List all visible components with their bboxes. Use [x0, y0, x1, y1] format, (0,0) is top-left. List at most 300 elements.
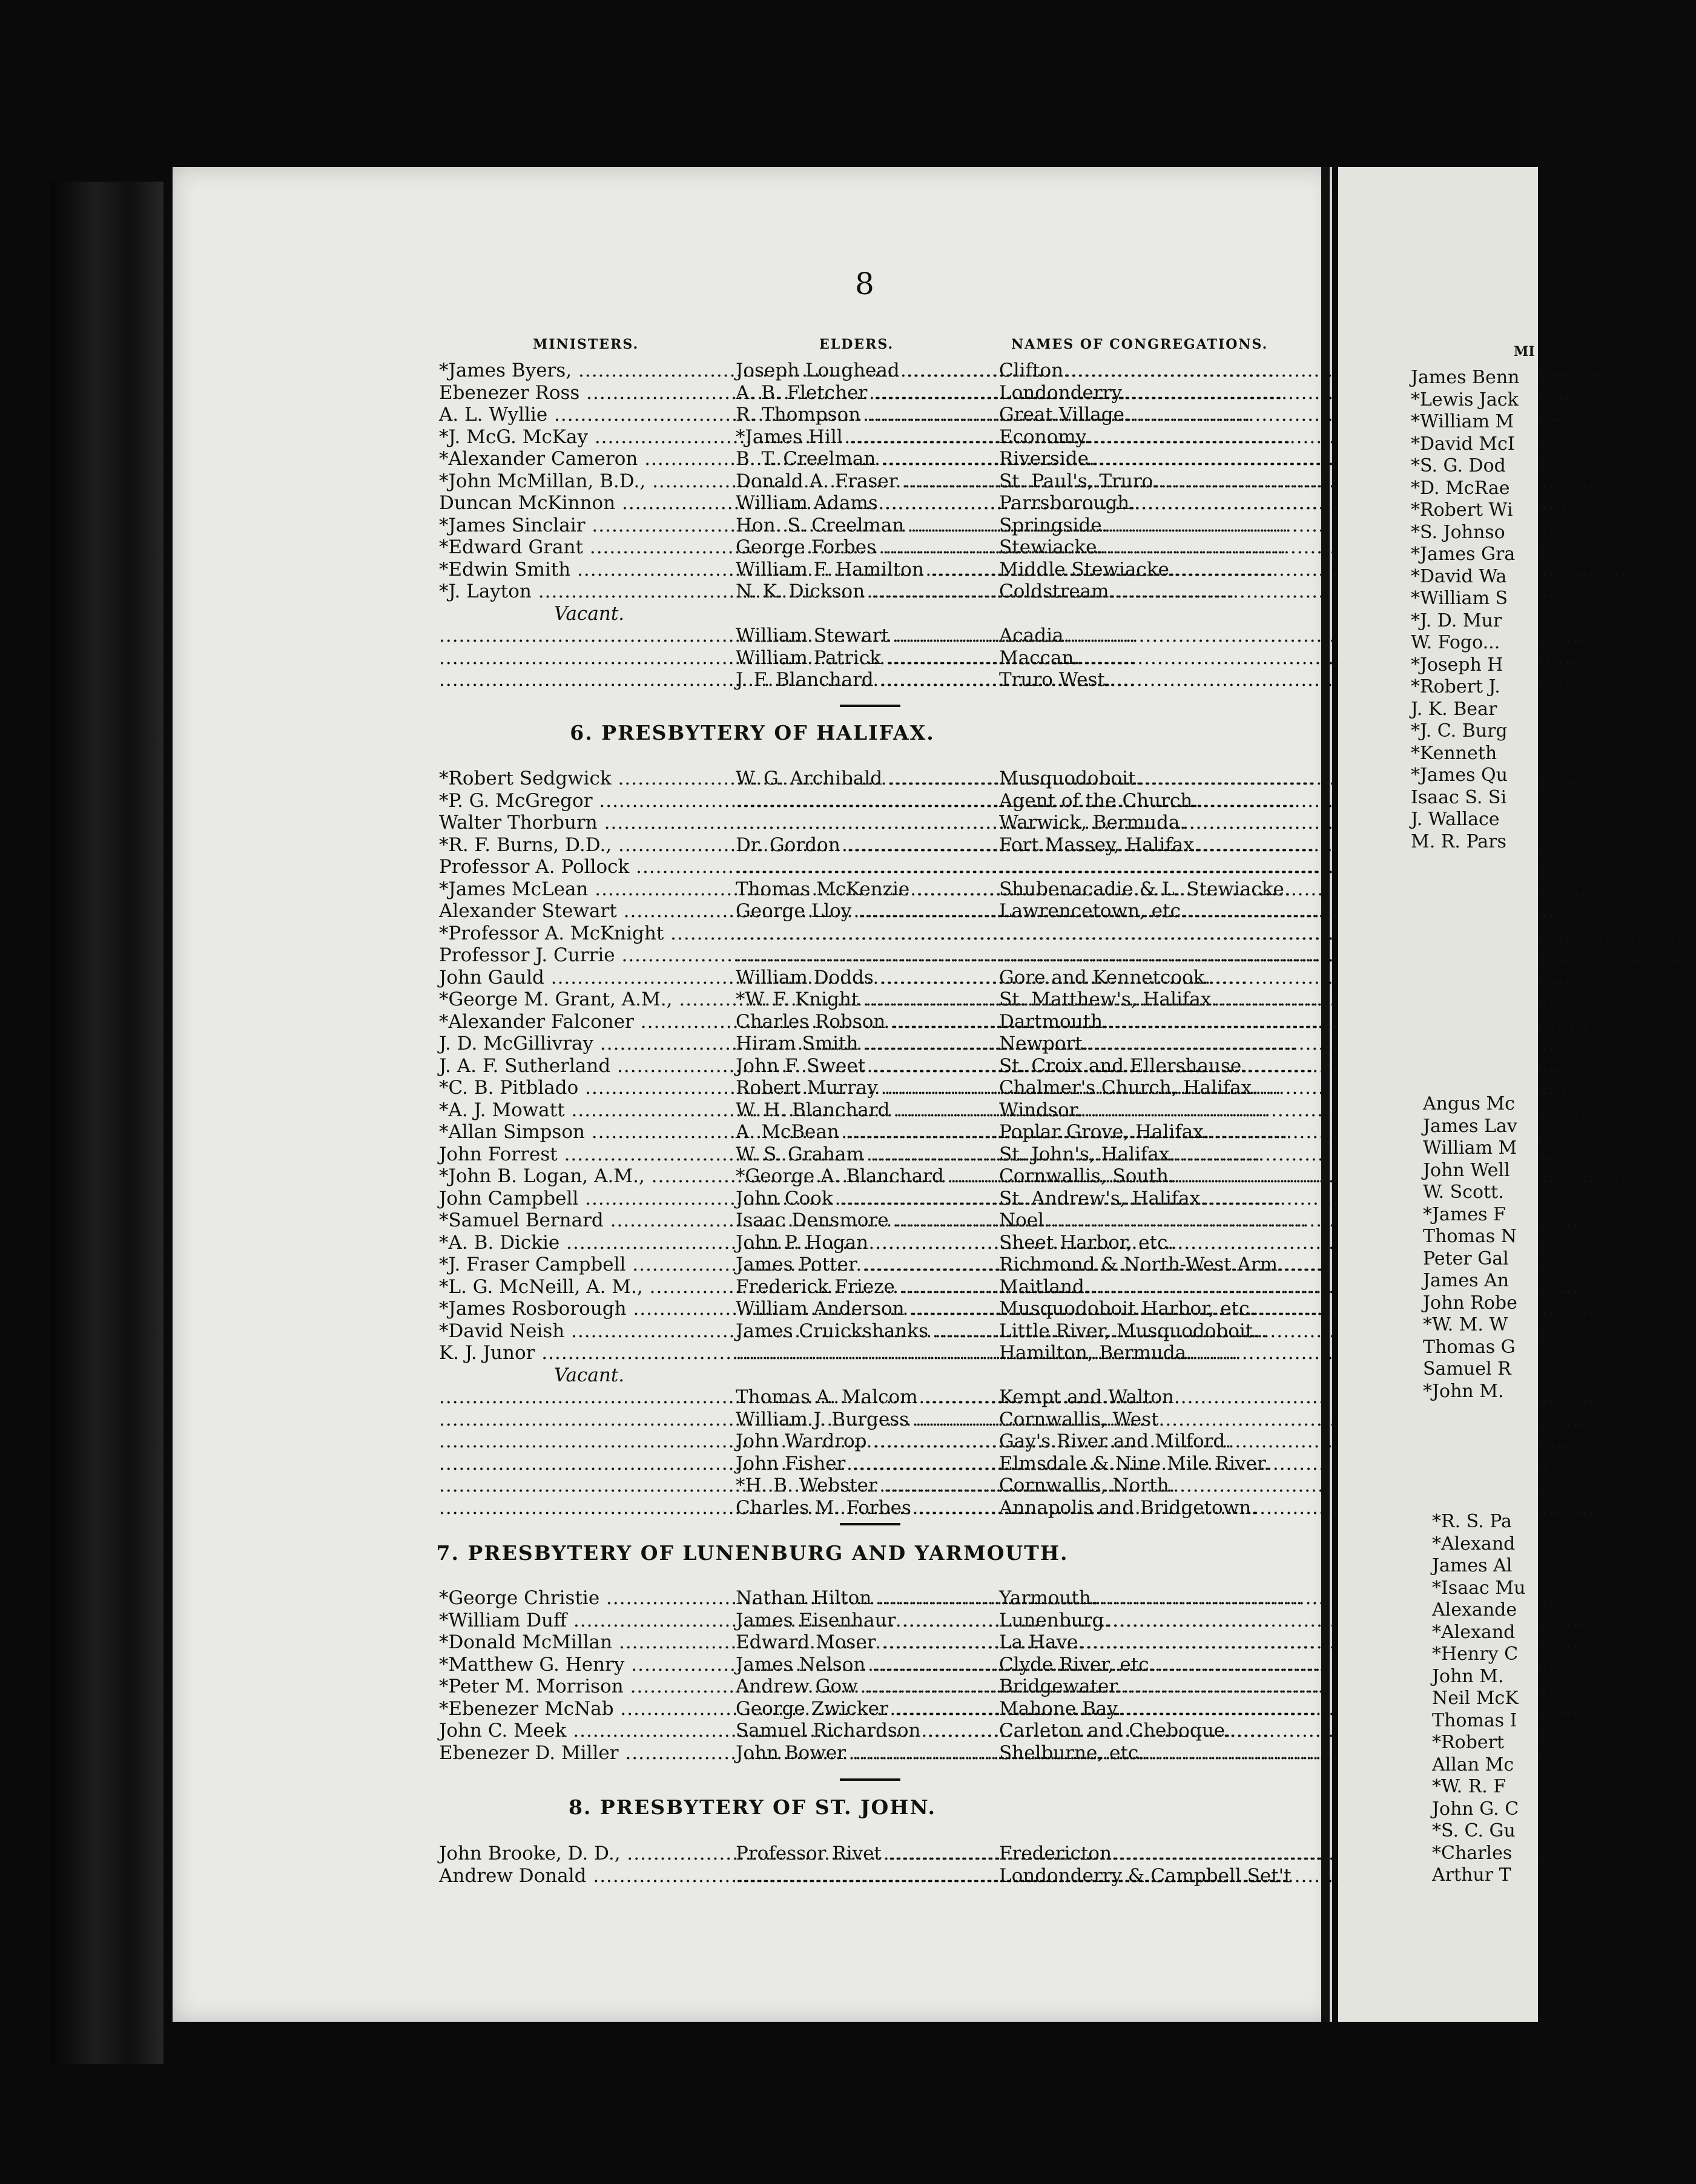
congregation-cell: Chalmer's Church, Halifax.	[999, 1077, 1258, 1099]
directory-row	[439, 669, 1293, 691]
minister-cell: K. J. Junor .....	[439, 1342, 736, 1364]
congregation-cell: Shubenacadie & L. Stewiacke.	[999, 878, 1290, 900]
elder-cell: Hiram Smith .....	[736, 1033, 999, 1055]
section-8-title: 8. PRESBYTERY OF ST. JOHN.	[568, 1795, 937, 1819]
minister-cell: Ebenezer Ross .....	[439, 382, 736, 404]
directory-row	[439, 834, 1293, 857]
elder-cell: W. G. Archibald .....	[736, 768, 999, 790]
directory-row	[439, 790, 1293, 812]
elder-cell: *W. F. Knight .....	[736, 988, 999, 1011]
book-spine	[51, 182, 163, 2064]
congregation-cell: Shelburne, etc.	[999, 1742, 1145, 1764]
directory-row	[439, 988, 1293, 1011]
elder-cell: John F. Sweet .....	[736, 1055, 999, 1077]
right-page-name: *S. G. Dod	[1411, 455, 1506, 476]
section-rule	[840, 1778, 900, 1781]
elder-cell: Professor Rivet .....	[736, 1843, 999, 1865]
directory-row	[439, 515, 1293, 537]
section-8-list	[439, 1843, 1293, 1887]
right-page-name: *Joseph H	[1411, 654, 1503, 676]
minister-cell: *Robert Sedgwick .....	[439, 768, 736, 790]
right-page-name: *J. D. Mur	[1411, 610, 1502, 631]
congregation-cell: Londonderry & Campbell Set't	[999, 1864, 1292, 1887]
minister-cell: *Edward Grant .....	[439, 536, 736, 559]
congregation-cell: Clifton.	[999, 360, 1069, 381]
congregation-cell: Annapolis and Bridgetown.	[999, 1496, 1258, 1519]
elder-cell: N. K. Dickson .....	[736, 581, 999, 603]
directory-row	[439, 1587, 1293, 1610]
right-page-name: *Charles	[1432, 1842, 1513, 1864]
minister-cell	[439, 1475, 736, 1497]
congregation-cell: Cornwallis, West.	[999, 1408, 1165, 1430]
elder-cell: A. McBean .....	[736, 1121, 999, 1143]
elder-cell: B. T. Creelman .....	[736, 448, 999, 470]
right-page-name: *James F	[1423, 1203, 1506, 1225]
directory-row	[439, 923, 1293, 945]
congregation-cell: Coldstream.	[999, 581, 1115, 602]
congregation-cell: Bridgewater.	[999, 1676, 1122, 1697]
right-page-name: Neil McK	[1432, 1688, 1519, 1709]
minister-cell: Andrew Donald .....	[439, 1865, 736, 1887]
right-page-name: Thomas N	[1423, 1226, 1517, 1247]
minister-cell: *Matthew G. Henry .....	[439, 1654, 736, 1676]
congregation-cell: Noel.	[999, 1209, 1050, 1231]
right-page-name: W. Scott.	[1423, 1182, 1504, 1203]
congregation-cell: Poplar Grove, Halifax.	[999, 1121, 1210, 1143]
section-7-title: 7. PRESBYTERY OF LUNENBURG AND YARMOUTH.	[436, 1541, 1069, 1565]
right-page-name: Samuel R	[1423, 1358, 1511, 1380]
directory-row	[439, 404, 1293, 426]
minister-cell: *George Christie .....	[439, 1587, 736, 1610]
minister-cell: *P. G. McGregor .....	[439, 790, 736, 812]
right-page-name: Isaac S. Si	[1411, 786, 1507, 808]
elder-cell: Samuel Richardson .....	[736, 1720, 999, 1742]
directory-row	[439, 647, 1293, 669]
directory-row	[439, 1475, 1293, 1497]
congregation-cell: Springside.	[999, 514, 1108, 536]
congregation-cell: Gay's River and Milford.	[999, 1430, 1232, 1452]
congregation-cell: Riverside.	[999, 448, 1095, 470]
minister-cell: *Peter M. Morrison .....	[439, 1676, 736, 1698]
directory-row	[439, 625, 1293, 647]
congregation-cell: Middle Stewiacke.	[999, 558, 1175, 581]
minister-cell: Duncan McKinnon .....	[439, 492, 736, 515]
left-page	[173, 167, 1332, 2022]
minister-cell: Professor A. Pollock .....	[439, 856, 736, 878]
minister-cell	[439, 625, 736, 647]
elder-cell: George Lloy .....	[736, 900, 999, 923]
directory-row	[439, 1188, 1293, 1210]
directory-row	[439, 1453, 1293, 1475]
directory-row	[439, 1409, 1293, 1431]
header-ministers: MINISTERS.	[533, 337, 639, 352]
congregation-cell: Great Village.	[999, 404, 1130, 426]
elder-cell: Donald A. Fraser .....	[736, 470, 999, 493]
elder-cell: W. S. Graham .....	[736, 1143, 999, 1166]
directory-row	[439, 812, 1293, 834]
right-page-name: John G. C	[1432, 1798, 1519, 1820]
directory-row	[439, 856, 1293, 878]
directory-row	[439, 426, 1293, 449]
directory-row	[439, 1209, 1293, 1232]
congregation-cell: Economy.	[999, 426, 1090, 448]
congregation-cell: Kempt and Walton.	[999, 1386, 1180, 1408]
directory-row	[439, 944, 1293, 967]
elder-cell: J. F. Blanchard .....	[736, 669, 999, 691]
minister-cell: *William Duff .....	[439, 1610, 736, 1632]
elder-cell	[736, 790, 999, 812]
minister-cell: Professor J. Currie .....	[439, 944, 736, 967]
minister-cell: Alexander Stewart .....	[439, 900, 736, 923]
directory-row	[439, 1430, 1293, 1453]
right-page-name: *Alexand	[1432, 1533, 1516, 1554]
right-page-name: *S. Johnso	[1411, 521, 1505, 543]
directory-row	[439, 1386, 1293, 1409]
header-elders: ELDERS.	[819, 337, 894, 352]
minister-cell: *George M. Grant, A.M., .....	[439, 988, 736, 1011]
elder-cell: Joseph Loughead .....	[736, 360, 999, 382]
minister-cell: *Alexander Falconer .....	[439, 1011, 736, 1033]
congregation-cell: Cornwallis, South.	[999, 1165, 1175, 1187]
minister-cell: *David Neish .....	[439, 1320, 736, 1343]
right-page-name: James Al	[1432, 1555, 1513, 1576]
congregation-cell: Fort Massey, Halifax.	[999, 834, 1200, 856]
elder-cell: Frederick Frieze .....	[736, 1276, 999, 1298]
directory-row	[439, 448, 1293, 470]
elder-cell: W. H. Blanchard .....	[736, 1099, 999, 1122]
directory-row	[439, 1843, 1293, 1865]
elder-cell: James Cruickshanks .....	[736, 1320, 999, 1343]
right-page-name: Thomas G	[1423, 1336, 1516, 1358]
elder-cell: William Anderson .....	[736, 1298, 999, 1320]
page-number: 8	[855, 266, 874, 301]
congregation-cell: Agent of the Church.	[999, 789, 1199, 812]
minister-cell: *Ebenezer McNab .....	[439, 1698, 736, 1720]
congregation-cell: Windsor.	[999, 1099, 1082, 1121]
elder-cell: Thomas A. Malcom .....	[736, 1386, 999, 1409]
congregation-cell: Hamilton, Bermuda.	[999, 1342, 1193, 1364]
directory-row	[439, 382, 1293, 404]
directory-row	[439, 1121, 1293, 1143]
section-6-list	[439, 768, 1293, 1519]
right-page-name: *Robert	[1432, 1732, 1505, 1753]
directory-row	[439, 1698, 1293, 1720]
right-page-block-3	[1432, 1511, 1547, 1887]
right-page-block-2	[1423, 1093, 1538, 1403]
congregation-cell: La Have.	[999, 1631, 1084, 1653]
directory-row	[439, 1232, 1293, 1254]
right-page-header: MI	[1514, 344, 1535, 360]
congregation-cell: St. Croix and Ellershause.	[999, 1054, 1248, 1077]
elder-cell: James Eisenhaur .....	[736, 1610, 999, 1632]
right-page-name: James Lav	[1423, 1115, 1517, 1137]
elder-cell	[736, 944, 999, 967]
elder-cell: George Zwicker .....	[736, 1698, 999, 1720]
elder-cell: Hon. S. Creelman .....	[736, 515, 999, 537]
elder-cell	[736, 923, 999, 945]
right-page-name: William M	[1423, 1137, 1517, 1159]
elder-cell: William Adams .....	[736, 492, 999, 515]
elder-cell: *James Hill .....	[736, 426, 999, 449]
page-gutter	[1321, 167, 1330, 2022]
right-page-block-1	[1411, 367, 1526, 853]
right-page-name: John Robe	[1423, 1292, 1517, 1314]
directory-row	[439, 1276, 1293, 1298]
minister-cell: *C. B. Pitblado .....	[439, 1077, 736, 1099]
minister-cell: *A. J. Mowatt .....	[439, 1099, 736, 1122]
directory-row	[439, 1497, 1293, 1519]
directory-row	[439, 1742, 1293, 1765]
directory-row	[439, 1342, 1293, 1364]
elder-cell: Edward Moser .....	[736, 1631, 999, 1654]
congregation-cell: Cornwallis, North.	[999, 1475, 1175, 1496]
right-page-name: M. R. Pars	[1411, 831, 1506, 852]
congregation-cell: Richmond & North-West Arm.	[999, 1254, 1284, 1275]
section-pictou-list	[439, 360, 1293, 691]
elder-cell: Charles M. Forbes .....	[736, 1497, 999, 1519]
right-page-name: *W. R. F	[1432, 1776, 1506, 1797]
minister-cell: Ebenezer D. Miller .....	[439, 1742, 736, 1765]
right-page-name: *David McI	[1411, 433, 1515, 455]
directory-row	[439, 360, 1293, 382]
minister-cell: John Forrest .....	[439, 1143, 736, 1166]
congregation-cell: Elmsdale & Nine Mile River.	[999, 1452, 1270, 1475]
elder-cell: William Stewart .....	[736, 625, 999, 647]
section-7-list	[439, 1587, 1293, 1764]
elder-cell: William J. Burgess .....	[736, 1409, 999, 1431]
right-page-name: *William M	[1411, 411, 1514, 432]
minister-cell	[439, 669, 736, 691]
right-page-name: J. Wallace	[1411, 809, 1500, 830]
congregation-cell: Parrsborough.	[999, 492, 1136, 514]
directory-row	[439, 1298, 1293, 1320]
congregation-cell: Londonderry.	[999, 381, 1126, 404]
right-page-name: W. Fogo...	[1411, 632, 1500, 653]
minister-cell: John Gauld .....	[439, 967, 736, 989]
elder-cell: Dr. Gordon .....	[736, 834, 999, 857]
congregation-cell: Lawrencetown, etc.	[999, 900, 1187, 922]
minister-cell: *Edwin Smith .....	[439, 559, 736, 581]
right-page-name: *James Gra	[1411, 544, 1516, 565]
right-page-name: J. K. Bear	[1411, 698, 1497, 720]
right-page-name: *D. McRae	[1411, 477, 1510, 499]
elder-cell: A. B. Fletcher .....	[736, 382, 999, 404]
minister-cell: *J. Layton .....	[439, 581, 736, 603]
elder-cell: John P. Hogan .....	[736, 1232, 999, 1254]
right-page-name: *Robert J.	[1411, 676, 1500, 697]
minister-cell: *James McLean .....	[439, 878, 736, 901]
congregation-cell: Warwick, Bermuda.	[999, 812, 1186, 834]
minister-cell: *John McMillan, B.D., .....	[439, 470, 736, 493]
directory-row	[439, 1143, 1293, 1166]
right-page-name: *Henry C	[1432, 1643, 1519, 1665]
section-rule	[840, 705, 900, 707]
elder-cell: John Wardrop .....	[736, 1430, 999, 1453]
minister-cell: John Campbell .....	[439, 1188, 736, 1210]
congregation-cell: Newport.	[999, 1033, 1089, 1054]
directory-row	[439, 1320, 1293, 1343]
right-page-name: *James Qu	[1411, 765, 1508, 786]
elder-cell: R. Thompson .....	[736, 404, 999, 426]
elder-cell: Nathan Hilton .....	[736, 1587, 999, 1610]
directory-row	[439, 603, 1293, 625]
directory-row	[439, 1654, 1293, 1676]
congregation-cell	[999, 856, 1293, 878]
elder-cell: John Bower .....	[736, 1742, 999, 1765]
minister-cell	[439, 1409, 736, 1431]
right-page-name: Allan Mc	[1432, 1754, 1514, 1775]
minister-cell	[439, 1497, 736, 1519]
congregation-cell: Stewiacke.	[999, 536, 1103, 558]
congregation-cell: St. Paul's, Truro.	[999, 470, 1159, 492]
directory-row	[439, 492, 1293, 515]
congregation-cell: Yarmouth.	[999, 1587, 1097, 1609]
congregation-cell: Maitland.	[999, 1275, 1091, 1298]
congregation-cell	[999, 923, 1293, 945]
congregation-cell: Sheet Harbor, etc.	[999, 1231, 1174, 1254]
minister-cell: *Samuel Bernard .....	[439, 1209, 736, 1232]
congregation-cell: Dartmouth.	[999, 1010, 1109, 1033]
minister-cell: *Donald McMillan .....	[439, 1631, 736, 1654]
minister-cell: *Allan Simpson .....	[439, 1121, 736, 1143]
right-page-name: James Benn	[1411, 367, 1520, 388]
directory-row	[439, 1099, 1293, 1122]
elder-cell: *H. B. Webster .....	[736, 1475, 999, 1497]
directory-row	[439, 1077, 1293, 1099]
minister-cell: *James Sinclair .....	[439, 515, 736, 537]
right-page-name: *W. M. W	[1423, 1314, 1508, 1335]
elder-cell: *George A. Blanchard .....	[736, 1165, 999, 1188]
right-page-name: James An	[1423, 1270, 1510, 1291]
elder-cell: Andrew Gow .....	[736, 1676, 999, 1698]
elder-cell: William Patrick .....	[736, 647, 999, 669]
directory-row	[439, 1033, 1293, 1055]
directory-row	[439, 900, 1293, 923]
directory-row	[439, 1720, 1293, 1742]
minister-cell	[439, 1430, 736, 1453]
directory-row	[439, 1631, 1293, 1654]
right-page-name: *S. C. Gu	[1432, 1820, 1516, 1841]
minister-cell: *R. F. Burns, D.D., .....	[439, 834, 736, 857]
congregation-cell: St. Andrew's, Halifax.	[999, 1187, 1207, 1209]
minister-cell	[439, 647, 736, 669]
elder-cell: George Forbes .....	[736, 536, 999, 559]
section-rule	[840, 1523, 900, 1525]
right-page-name: Angus Mc	[1423, 1093, 1515, 1114]
minister-cell: *Alexander Cameron .....	[439, 448, 736, 470]
directory-row	[439, 1254, 1293, 1276]
directory-row	[439, 1610, 1293, 1632]
minister-cell: *A. B. Dickie .....	[439, 1232, 736, 1254]
section-6-title: 6. PRESBYTERY OF HALIFAX.	[570, 721, 935, 745]
minister-cell: *J. McG. McKay .....	[439, 426, 736, 449]
elder-cell	[736, 812, 999, 834]
directory-row	[439, 1676, 1293, 1698]
elder-cell: William Dodds .....	[736, 967, 999, 989]
directory-row	[439, 1055, 1293, 1077]
directory-row	[439, 1364, 1293, 1387]
right-page-name: *William S	[1411, 588, 1508, 609]
right-page-name: Arthur T	[1432, 1864, 1511, 1886]
vacant-label: Vacant.	[554, 602, 625, 625]
minister-cell: John C. Meek .....	[439, 1720, 736, 1742]
congregation-cell: Fredericton.	[999, 1843, 1118, 1864]
directory-row	[439, 1165, 1293, 1188]
directory-row	[439, 967, 1293, 989]
congregation-cell: Clyde River, etc.	[999, 1653, 1155, 1676]
elder-cell: James Potter .....	[736, 1254, 999, 1276]
minister-cell: *James Byers, .....	[439, 360, 736, 382]
elder-cell: John Cook .....	[736, 1188, 999, 1210]
minister-cell: Walter Thorburn .....	[439, 812, 736, 834]
minister-cell: J. A. F. Sutherland .....	[439, 1055, 736, 1077]
elder-cell	[736, 1865, 999, 1887]
right-page-name: *Isaac Mu	[1432, 1577, 1526, 1599]
right-page	[1338, 167, 1538, 2022]
congregation-cell: St. John's, Halifax.	[999, 1143, 1176, 1165]
elder-cell: Thomas McKenzie .....	[736, 878, 999, 901]
directory-row	[439, 559, 1293, 581]
congregation-cell: Maccan.	[999, 646, 1080, 669]
elder-cell: William F. Hamilton .....	[736, 559, 999, 581]
elder-cell: Charles Robson .....	[736, 1011, 999, 1033]
right-page-name: Alexande	[1432, 1599, 1517, 1620]
right-page-name: *Robert Wi	[1411, 499, 1513, 521]
congregation-cell: Truro West.	[999, 669, 1111, 691]
header-congregations: NAMES OF CONGREGATIONS.	[1011, 337, 1269, 352]
elder-cell	[736, 856, 999, 878]
minister-cell: John Brooke, D. D., .....	[439, 1843, 736, 1865]
minister-cell	[439, 1453, 736, 1475]
right-page-name: *Alexand	[1432, 1621, 1516, 1643]
congregation-cell: St. Matthew's, Halifax.	[999, 988, 1218, 1010]
minister-cell: A. L. Wyllie .....	[439, 404, 736, 426]
elder-cell: Isaac Densmore .....	[736, 1209, 999, 1232]
right-page-name: *Lewis Jack	[1411, 389, 1519, 410]
congregation-cell: Carleton and Cheboque.	[999, 1720, 1231, 1742]
minister-cell: *J. Fraser Campbell .....	[439, 1254, 736, 1276]
right-page-name: *John M.	[1423, 1380, 1504, 1402]
directory-row	[439, 768, 1293, 790]
congregation-cell: Musquodoboit Harbor, etc.	[999, 1298, 1256, 1320]
minister-cell: J. D. McGillivray .....	[439, 1033, 736, 1055]
right-page-name: John M.	[1432, 1665, 1504, 1687]
directory-row	[439, 470, 1293, 493]
directory-row	[439, 581, 1293, 603]
right-page-name: John Well	[1423, 1159, 1510, 1181]
elder-cell: Robert Murray .....	[736, 1077, 999, 1099]
congregation-cell: Mahone Bay.	[999, 1697, 1121, 1720]
right-page-name: Peter Gal	[1423, 1248, 1509, 1269]
right-page-name: *David Wa	[1411, 565, 1507, 587]
elder-cell: James Nelson .....	[736, 1654, 999, 1676]
minister-cell: *L. G. McNeill, A. M., .....	[439, 1276, 736, 1298]
minister-cell: *John B. Logan, A.M., .....	[439, 1165, 736, 1188]
directory-row	[439, 1011, 1293, 1033]
congregation-cell	[999, 944, 1293, 967]
congregation-cell: Musquodoboit.	[999, 768, 1142, 789]
right-page-name: Thomas I	[1432, 1709, 1517, 1731]
elder-cell	[736, 1342, 999, 1364]
congregation-cell: Lunenburg.	[999, 1609, 1110, 1631]
right-page-name: *Kenneth	[1411, 742, 1497, 764]
directory-row	[439, 1865, 1293, 1887]
congregation-cell: Little River, Musquodoboit.	[999, 1320, 1259, 1342]
right-page-name: *R. S. Pa	[1432, 1511, 1512, 1532]
right-page-name: *J. C. Burg	[1411, 720, 1508, 742]
congregation-cell: Acadia.	[999, 625, 1070, 646]
directory-row	[439, 878, 1293, 901]
